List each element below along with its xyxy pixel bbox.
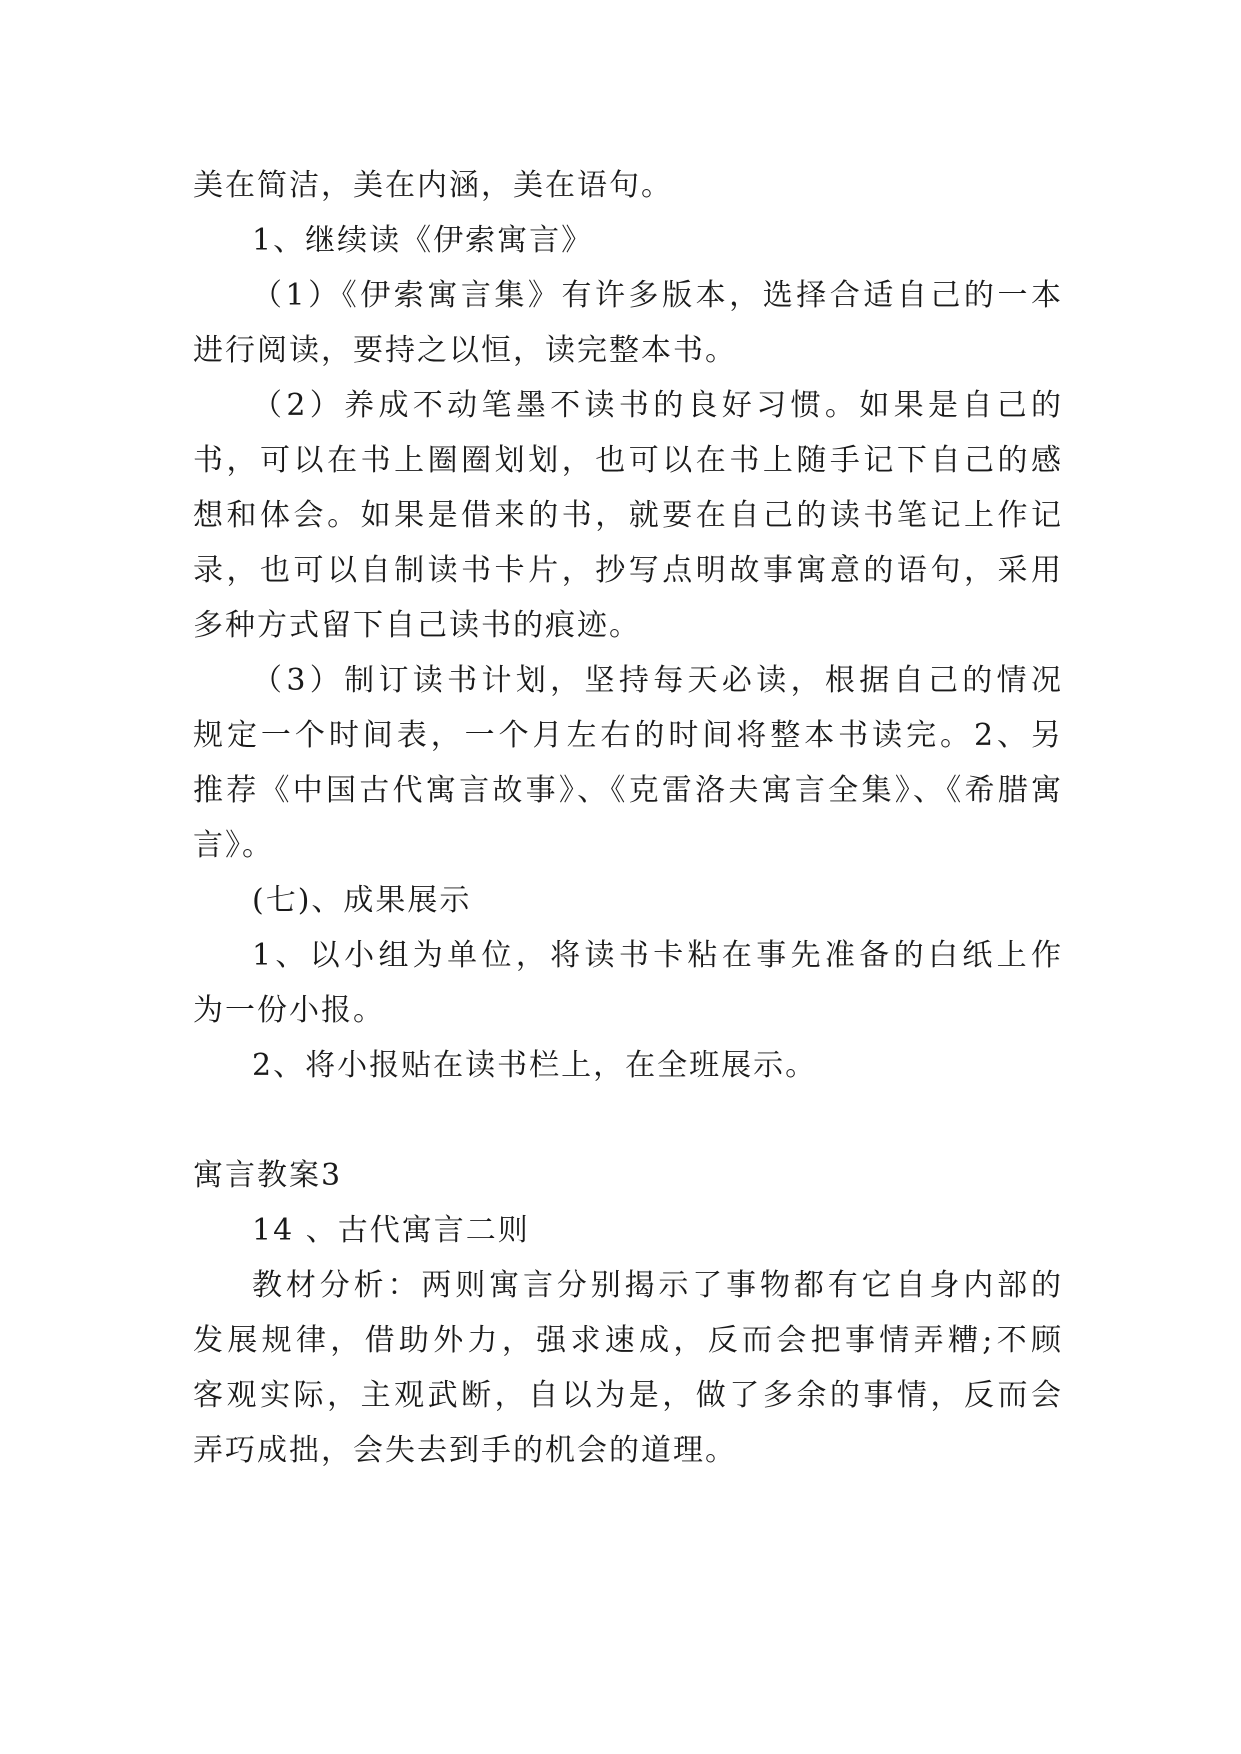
section-heading: (七)、成果展示 [252, 883, 472, 918]
text-line: （3）制订读书计划，坚持每天必读，根据自己的情况 [252, 663, 1063, 698]
text-line: 言》。 [193, 828, 274, 863]
text-line: 1、继续读《伊索寓言》 [252, 223, 594, 258]
document-title: 寓言教案3 [193, 1158, 343, 1193]
text-line: 美在简洁，美在内涵，美在语句。 [193, 168, 673, 203]
text-line: 进行阅读，要持之以恒，读完整本书。 [193, 333, 737, 368]
text-line: （1）《伊索寓言集》有许多版本，选择合适自己的一本 [252, 278, 1063, 313]
text-line: 弄巧成拙，会失去到手的机会的道理。 [193, 1433, 737, 1468]
text-line: 多种方式留下自己读书的痕迹。 [193, 608, 641, 643]
text-line: 客观实际，主观武断，自以为是，做了多余的事情，反而会 [193, 1378, 1063, 1413]
text-line: 规定一个时间表，一个月左右的时间将整本书读完。2、另 [193, 718, 1063, 753]
text-line: 2、将小报贴在读书栏上，在全班展示。 [252, 1048, 818, 1083]
text-line: 录，也可以自制读书卡片，抄写点明故事寓意的语句，采用 [193, 553, 1063, 588]
text-line: 书，可以在书上圈圈划划，也可以在书上随手记下自己的感 [193, 443, 1063, 478]
text-line: 为一份小报。 [193, 993, 385, 1028]
text-line: 想和体会。如果是借来的书，就要在自己的读书笔记上作记 [193, 498, 1063, 533]
text-line: 推荐《中国古代寓言故事》、《克雷洛夫寓言全集》、《希腊寓 [193, 773, 1063, 808]
text-line: 1、以小组为单位，将读书卡粘在事先准备的白纸上作 [252, 938, 1063, 973]
lesson-title: 14 、古代寓言二则 [252, 1213, 530, 1248]
text-line: 发展规律，借助外力，强求速成，反而会把事情弄糟;不顾 [193, 1323, 1063, 1358]
text-line: （2）养成不动笔墨不读书的良好习惯。如果是自己的 [252, 388, 1063, 423]
text-line: 教材分析：两则寓言分别揭示了事物都有它自身内部的 [252, 1268, 1063, 1303]
